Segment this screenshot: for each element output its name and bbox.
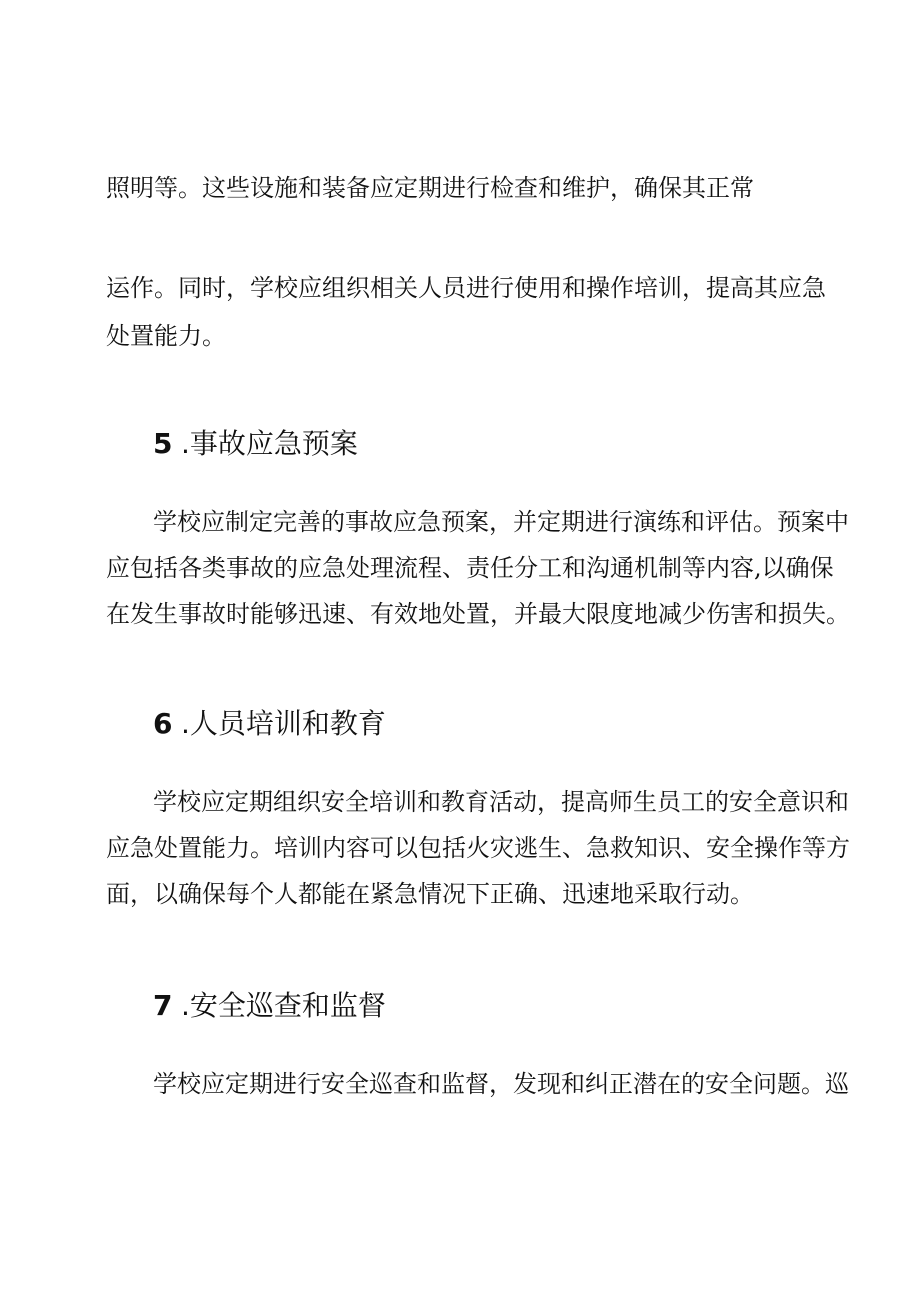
section-number: 6 [153,707,173,740]
section-heading [153,990,386,1022]
section-number: 5 [153,427,173,460]
section-title: .事故应急预案 [181,427,358,460]
paragraph-line: 处置能力。 [106,322,226,350]
paragraph-line: 照明等。这些设施和装备应定期进行检查和维护，确保其正常 [106,174,754,202]
paragraph-line: 应包括各类事故的应急处理流程、责任分工和沟通机制等内容,以确保 [106,554,834,582]
paragraph-line: 学校应定期组织安全培训和教育活动，提高师生员工的安全意识和 [153,788,849,816]
paragraph-line: 应急处置能力。培训内容可以包括火灾逃生、急救知识、安全操作等方 [106,834,850,862]
paragraph-line: 运作。同时，学校应组织相关人员进行使用和操作培训，提高其应急 [106,274,826,302]
paragraph-line: 面，以确保每个人都能在紧急情况下正确、迅速地采取行动。 [106,880,754,908]
section-title: .安全巡查和监督 [181,989,386,1022]
paragraph-line: 学校应制定完善的事故应急预案，并定期进行演练和评估。预案中 [153,508,849,536]
section-title: .人员培训和教育 [181,707,386,740]
section-heading [153,708,386,740]
paragraph-line: 在发生事故时能够迅速、有效地处置，并最大限度地减少伤害和损失。 [106,600,850,628]
section-number: 7 [153,989,173,1022]
section-heading [153,428,358,460]
paragraph-line: 学校应定期进行安全巡查和监督，发现和纠正潜在的安全问题。巡 [153,1070,849,1098]
